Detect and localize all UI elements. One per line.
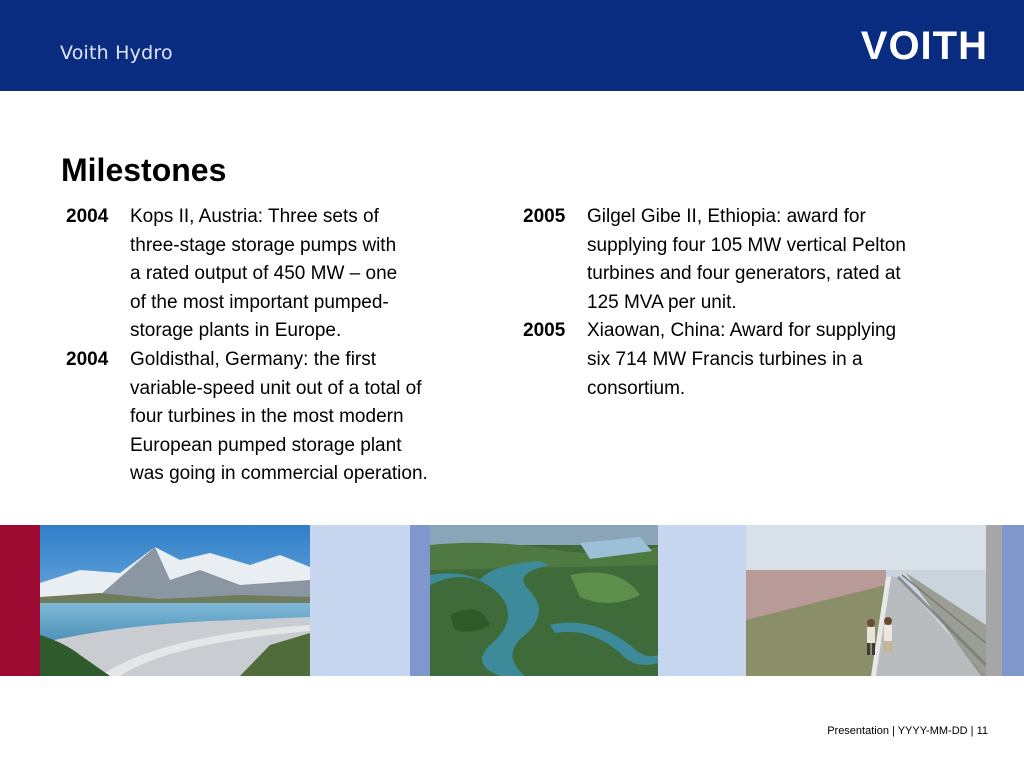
description-line: of the most important pumped-	[130, 291, 389, 313]
dam-walkway-photo	[746, 525, 986, 676]
mid-blue-block	[1002, 525, 1024, 676]
milestone-year: 2005	[523, 320, 566, 342]
header-subtitle: Voith Hydro	[60, 42, 173, 64]
milestone-year: 2004	[66, 348, 109, 370]
description-line: Goldisthal, Germany: the first	[130, 348, 377, 370]
description-line: 125 MVA per unit.	[587, 291, 737, 313]
milestone-entry	[66, 346, 486, 489]
description-line: a rated output of 450 MW – one	[130, 263, 398, 285]
description-line: supplying four 105 MW vertical Pelton	[587, 234, 906, 256]
milestone-year: 2005	[523, 206, 566, 227]
crimson-block	[0, 525, 40, 676]
page-title: Milestones	[61, 152, 227, 188]
description-line: four turbines in the most modern	[130, 406, 404, 428]
milestone-description	[130, 203, 486, 346]
description-line: consortium.	[587, 377, 686, 399]
mid-blue-block	[410, 525, 430, 676]
voith-logo: VOITH	[860, 24, 988, 68]
footer-text: Presentation | YYYY-MM-DD | 11	[827, 725, 988, 737]
light-blue-block	[658, 525, 746, 676]
light-blue-block	[310, 525, 410, 676]
header-bar	[0, 0, 1024, 91]
milestone-year: 2004	[66, 206, 109, 227]
reservoir-aerial-photo	[430, 525, 658, 676]
description-line: Kops II, Austria: Three sets of	[130, 206, 379, 227]
description-line: was going in commercial operation.	[130, 463, 428, 485]
milestones-right-column	[523, 203, 963, 403]
description-line: storage plants in Europe.	[130, 320, 342, 342]
grey-block	[986, 525, 1002, 676]
description-line: European pumped storage plant	[130, 434, 402, 456]
milestone-entry	[523, 317, 963, 403]
alpine-dam-photo	[40, 525, 310, 676]
milestone-description	[587, 203, 963, 317]
milestones-left-column	[66, 203, 486, 489]
description-line: turbines and four generators, rated at	[587, 263, 901, 285]
milestone-description	[587, 317, 963, 403]
milestone-entry	[66, 203, 486, 346]
description-line: variable-speed unit out of a total of	[130, 377, 422, 399]
milestone-entry	[523, 203, 963, 317]
milestone-description	[130, 346, 486, 489]
description-line: three-stage storage pumps with	[130, 234, 397, 256]
description-line: six 714 MW Francis turbines in a	[587, 348, 863, 370]
description-line: Gilgel Gibe II, Ethiopia: award for	[587, 206, 866, 227]
description-line: Xiaowan, China: Award for supplying	[587, 320, 897, 342]
